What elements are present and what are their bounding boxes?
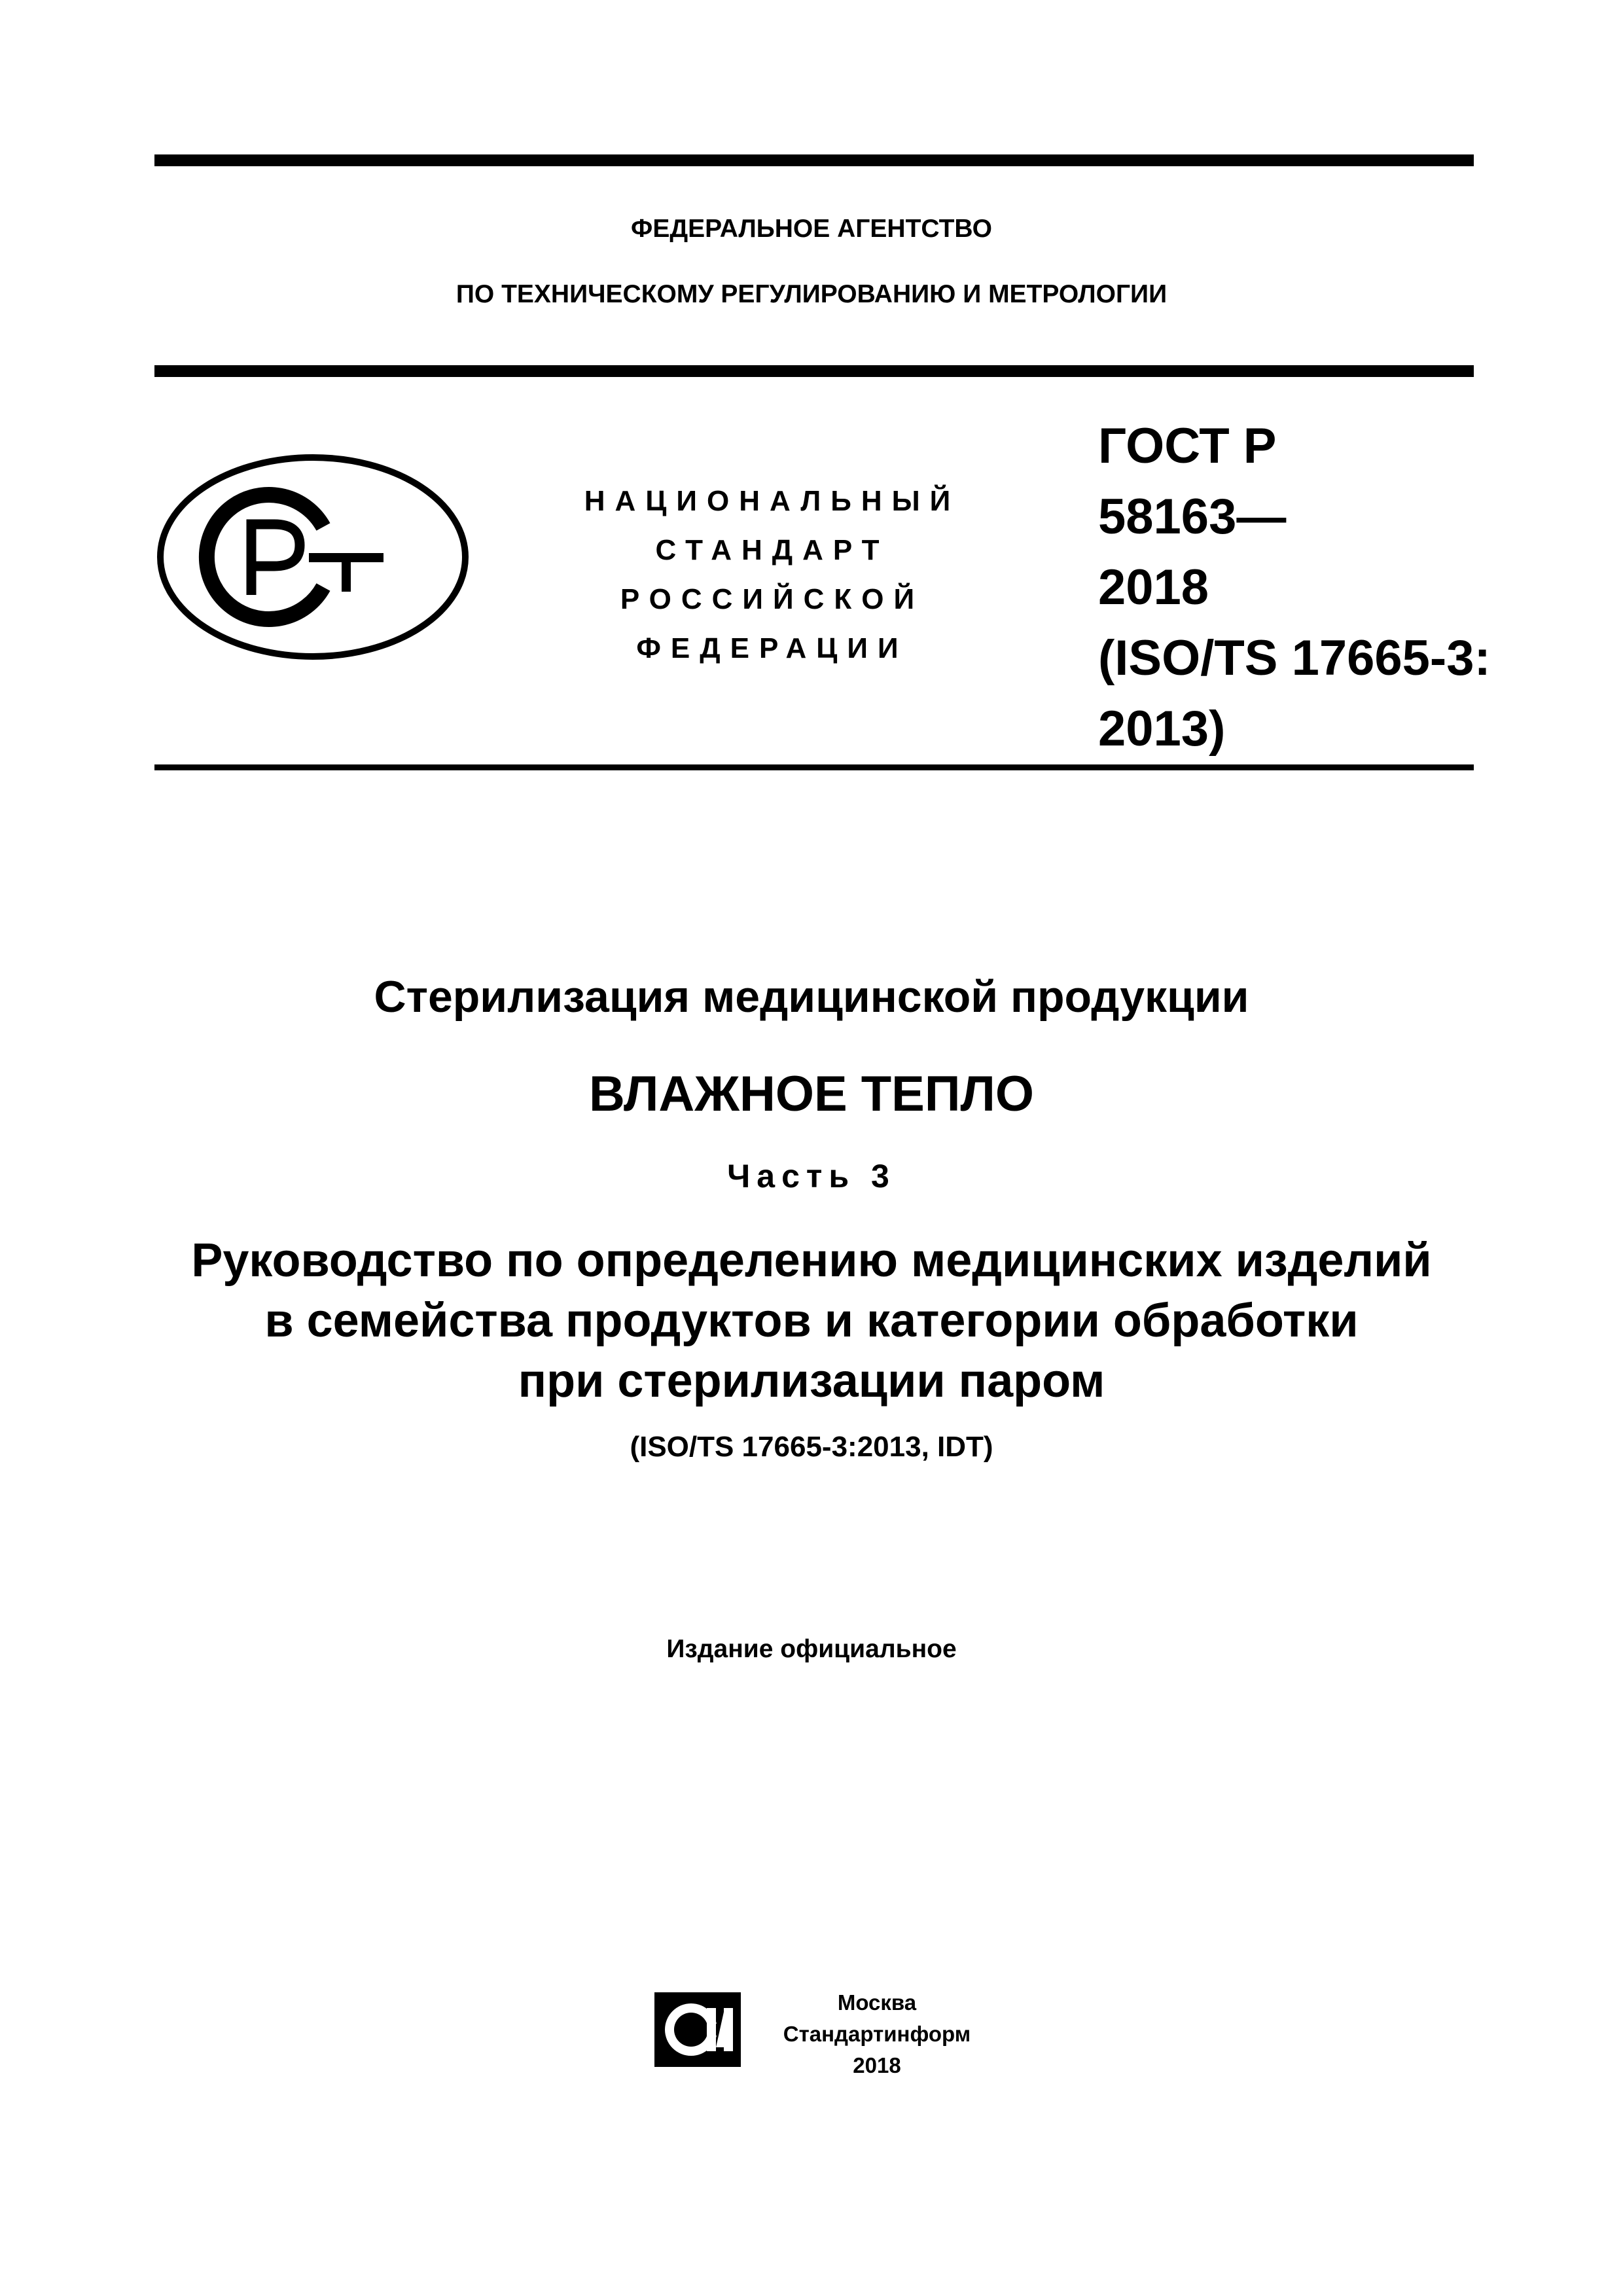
publisher-year: 2018 (853, 2053, 901, 2077)
document-subtitle (0, 1230, 1623, 1411)
national-standard-label (543, 476, 1001, 673)
agency-line-2: ПО ТЕХНИЧЕСКОМУ РЕГУЛИРОВАНИЮ И МЕТРОЛОГИИ (455, 280, 1168, 308)
top-rule (154, 154, 1474, 166)
rst-logo-icon (154, 452, 471, 662)
national-line: НАЦИОНАЛЬНЫЙ (584, 485, 961, 517)
standard-number-line: 58163— (1098, 489, 1287, 545)
agency-line-1: ФЕДЕРАЛЬНОЕ АГЕНТСТВО (631, 215, 992, 243)
publisher-city: Москва (837, 1990, 917, 2015)
part-number: Часть 3 (727, 1158, 896, 1194)
national-line: ФЕДЕРАЦИИ (636, 632, 908, 664)
standard-number-line: ГОСТ Р (1098, 418, 1277, 474)
document-title-line-1: Стерилизация медицинской продукции (374, 972, 1249, 1022)
standartinform-logo-icon (652, 1990, 743, 2070)
standard-number (1098, 411, 1491, 764)
subtitle-line: в семейства продуктов и категории обработки (264, 1295, 1359, 1347)
standard-number-line: 2018 (1098, 560, 1209, 615)
header-rule (154, 365, 1474, 377)
document-title-line-2: ВЛАЖНОЕ ТЕПЛО (589, 1066, 1034, 1122)
subtitle-line: при стерилизации паром (518, 1355, 1105, 1407)
iso-reference: (ISO/TS 17665-3:2013, IDT) (630, 1431, 993, 1463)
national-line: СТАНДАРТ (655, 534, 889, 566)
publisher-block (759, 1987, 995, 2081)
national-line: РОССИЙСКОЙ (620, 583, 925, 615)
standard-number-line: 2013) (1098, 701, 1226, 757)
subtitle-line: Руководство по определению медицинских изделий (191, 1234, 1432, 1287)
publisher-name: Стандартинформ (783, 2022, 971, 2046)
edition-label: Издание официальное (666, 1635, 957, 1663)
standard-number-line: (ISO/TS 17665-3: (1098, 630, 1491, 686)
title-block-rule (154, 764, 1474, 770)
